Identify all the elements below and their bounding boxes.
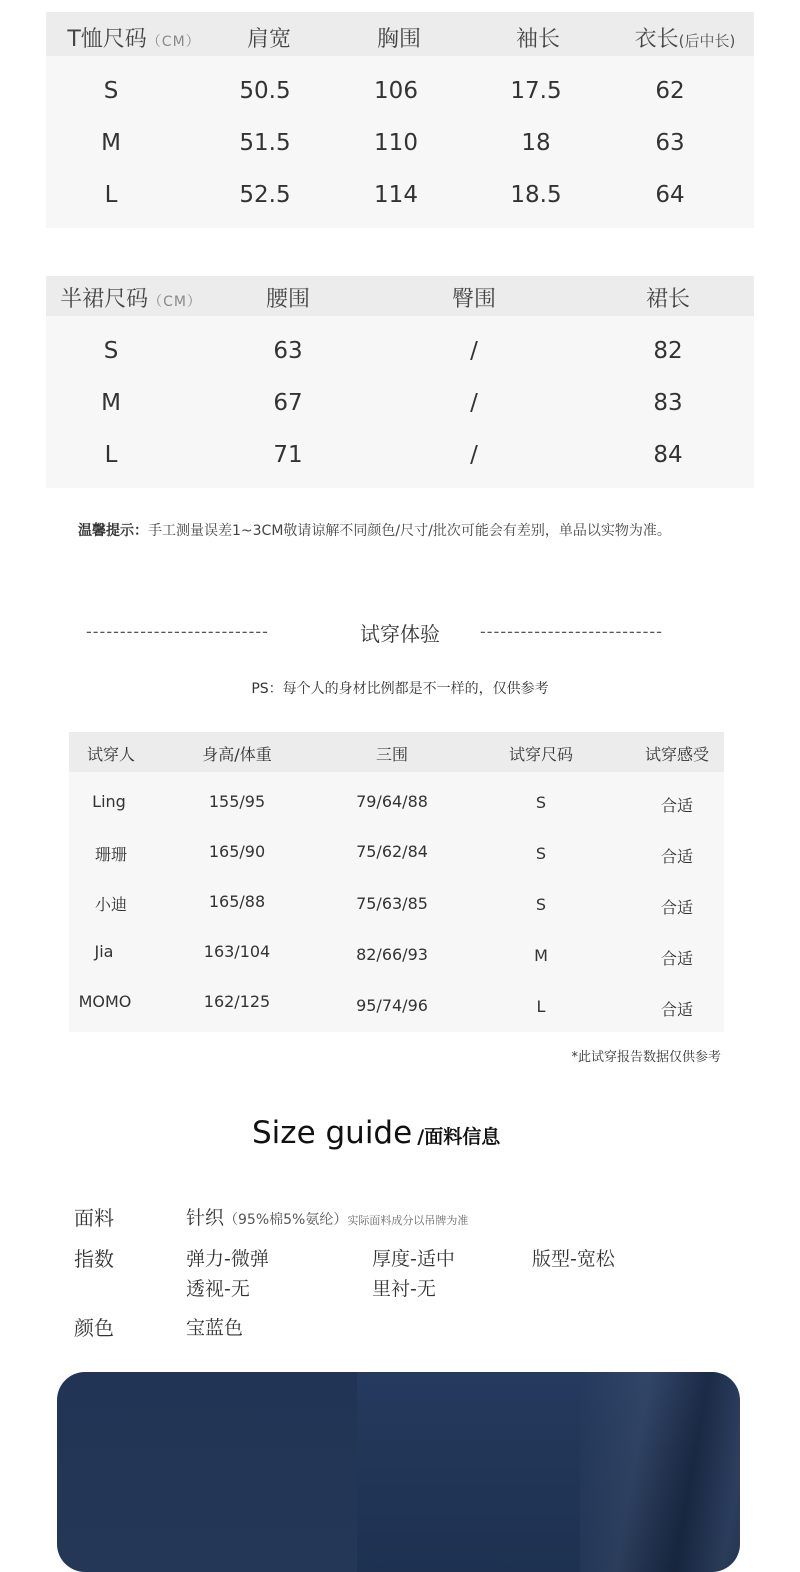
trial-cell: 75/63/85 — [356, 894, 428, 913]
trial-cell: Jia — [94, 942, 114, 961]
trial-cell: 82/66/93 — [356, 945, 428, 964]
skirt-cell: 83 — [653, 390, 683, 416]
trial-cell: 165/88 — [208, 892, 266, 911]
tshirt-cell: 17.5 — [510, 78, 562, 104]
trial-cell: 165/90 — [208, 842, 266, 861]
skirt-cell: S — [103, 338, 119, 364]
skirt-header-length: 裙长 — [645, 287, 691, 312]
trial-header-feeling: 试穿感受 — [644, 745, 710, 764]
skirt-cell: 71 — [273, 442, 303, 468]
fabric-photo — [57, 1372, 740, 1572]
skirt-cell: / — [470, 390, 478, 416]
tshirt-header-size — [67, 22, 200, 53]
trial-cell: 75/62/84 — [356, 842, 428, 861]
measurement-tip — [78, 520, 671, 540]
tshirt-cell: L — [104, 182, 118, 208]
trial-cell: 95/74/96 — [356, 996, 428, 1015]
tshirt-size-table — [46, 12, 754, 228]
tshirt-cell: 51.5 — [239, 130, 291, 156]
skirt-cell: 84 — [653, 442, 683, 468]
thickness-value: 厚度-适中 — [372, 1248, 455, 1270]
skirt-size-table — [46, 276, 754, 488]
fabric-shading — [57, 1372, 357, 1572]
skirt-cell: / — [470, 338, 478, 364]
skirt-cell: 63 — [273, 338, 303, 364]
trial-cell: 合适 — [660, 1000, 694, 1019]
skirt-cell: 82 — [653, 338, 683, 364]
trial-disclaimer: *此试穿报告数据仅供参考 — [571, 1050, 721, 1065]
trial-cell: 155/95 — [208, 792, 266, 811]
material-note: 实际面料成分以吊牌为准 — [347, 1214, 469, 1227]
tshirt-header-length — [635, 22, 736, 53]
skirt-header-hip: 臀围 — [451, 287, 497, 312]
skirt-cell: L — [104, 442, 118, 468]
tshirt-cell: 50.5 — [239, 78, 291, 104]
trial-header-measurements: 三围 — [375, 745, 409, 764]
skirt-cell: M — [101, 390, 121, 416]
trial-cell: 珊珊 — [94, 845, 128, 864]
elasticity-value: 弹力-微弹 — [186, 1248, 269, 1270]
trial-ps-note: PS：每个人的身材比例都是不一样的，仅供参考 — [251, 681, 549, 697]
material-value — [186, 1203, 468, 1230]
trial-title: 试穿体验 — [360, 622, 440, 646]
size-guide-heading — [252, 1115, 500, 1151]
tshirt-cell: S — [103, 78, 119, 104]
skirt-header-waist: 腰围 — [265, 287, 311, 312]
index-label: 指数 — [74, 1247, 114, 1271]
trial-cell: L — [536, 997, 546, 1016]
trial-cell: Ling — [92, 792, 126, 811]
tshirt-header-chest: 胸围 — [376, 27, 422, 52]
skirt-cell: / — [470, 442, 478, 468]
trial-header-height-weight: 身高/体重 — [202, 745, 272, 764]
trial-table — [69, 732, 724, 1032]
trial-cell: 合适 — [660, 898, 694, 917]
transparency-value: 透视-无 — [186, 1278, 250, 1300]
trial-cell: S — [535, 895, 547, 914]
tshirt-cell: 63 — [655, 130, 685, 156]
size-guide-title-cn: /面料信息 — [417, 1126, 501, 1148]
trial-cell: 合适 — [660, 796, 694, 815]
trial-cell: 合适 — [660, 949, 694, 968]
trial-cell: 合适 — [660, 847, 694, 866]
trial-cell: S — [535, 793, 547, 812]
skirt-cell: 67 — [273, 390, 303, 416]
color-label: 颜色 — [74, 1316, 114, 1340]
tshirt-cell: 18 — [521, 130, 551, 156]
lining-value: 里衬-无 — [372, 1278, 436, 1300]
tshirt-cell: M — [101, 130, 121, 156]
material-label: 面料 — [74, 1206, 114, 1230]
tshirt-cell: 62 — [655, 78, 685, 104]
tshirt-length-note: (后中长) — [678, 32, 736, 50]
divider-left: --------------------------- — [86, 622, 269, 641]
fit-value: 版型-宽松 — [532, 1248, 615, 1270]
tshirt-cell: 110 — [374, 130, 418, 156]
material-composition: （95%棉5%氨纶） — [224, 1212, 348, 1228]
trial-cell: 162/125 — [203, 992, 271, 1011]
trial-header-person: 试穿人 — [86, 745, 136, 764]
material-type: 针织 — [186, 1207, 225, 1229]
tshirt-header-sleeve: 袖长 — [515, 27, 561, 52]
tip-label: 温馨提示： — [78, 523, 148, 539]
trial-cell: 163/104 — [203, 942, 271, 961]
tshirt-cell: 106 — [374, 78, 418, 104]
trial-cell: S — [535, 844, 547, 863]
trial-header-size: 试穿尺码 — [508, 745, 574, 764]
tshirt-cell: 18.5 — [510, 182, 562, 208]
tshirt-header-length-label: 衣长 — [634, 27, 679, 52]
tshirt-unit: （CM） — [146, 34, 201, 50]
trial-cell: M — [534, 946, 548, 965]
tshirt-header-size-label: T恤尺码 — [67, 27, 147, 52]
tshirt-cell: 52.5 — [239, 182, 291, 208]
trial-cell: 小迪 — [94, 895, 128, 914]
skirt-header-size-label: 半裙尺码 — [60, 287, 149, 312]
color-value: 宝蓝色 — [186, 1317, 244, 1339]
fabric-fold — [580, 1372, 740, 1572]
skirt-unit: （CM） — [148, 294, 202, 310]
tshirt-header-shoulder: 肩宽 — [246, 27, 292, 52]
trial-cell: MOMO — [78, 992, 132, 1011]
tshirt-cell: 114 — [374, 182, 418, 208]
tshirt-cell: 64 — [655, 182, 685, 208]
divider-right: --------------------------- — [480, 622, 663, 641]
skirt-header-size — [60, 282, 202, 313]
tip-text: 手工测量误差1~3CM敬请谅解不同颜色/尺寸/批次可能会有差别，单品以实物为准。 — [148, 523, 671, 539]
trial-cell: 79/64/88 — [356, 792, 428, 811]
size-guide-title-en: Size guide — [252, 1115, 413, 1151]
